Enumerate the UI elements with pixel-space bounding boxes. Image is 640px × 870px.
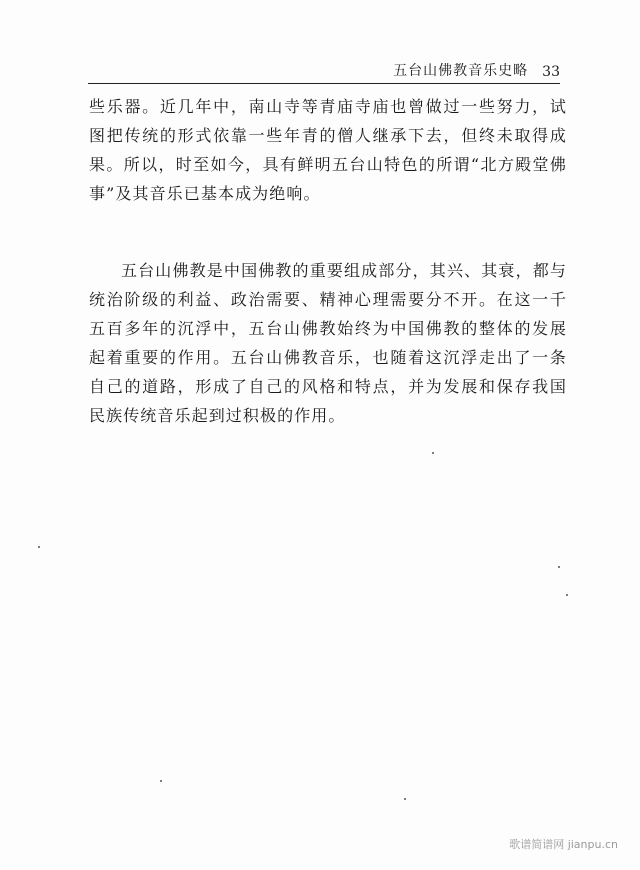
scan-speck	[38, 546, 40, 548]
watermark: 歌谱简谱网 jianpu.cn	[509, 838, 618, 851]
running-header	[88, 58, 560, 84]
scan-speck	[432, 452, 434, 454]
scan-speck	[558, 566, 560, 568]
paragraph-2: 五台山佛教是中国佛教的重要组成部分，其兴、其衰，都与统治阶级的利益、政治需要、精神心理需要分不开。在这一千五百多年的沉浮中，五台山佛教始终为中国佛教的整体的发展起着重要的作用。五台山佛教音乐，也随着这沉浮走出了一条自己的道路，形成了自己的风格和特点，并为发展和保存我国民族传统音乐起到过积极的作用。	[89, 261, 567, 425]
body-text	[89, 92, 567, 430]
paragraph-1: 些乐器。近几年中，南山寺等青庙寺庙也曾做过一些努力，试图把传统的形式依靠一些年青的僧人继承下去，但终未取得成果。所以，时至如今，具有鲜明五台山特色的所谓“北方殿堂佛事”及其音乐已基本成为绝响。	[89, 97, 567, 203]
header-title: 五台山佛教音乐史略	[393, 63, 529, 79]
scan-speck	[566, 594, 568, 596]
scan-speck	[160, 780, 162, 782]
scan-speck	[404, 798, 406, 800]
page-number: 33	[542, 64, 560, 80]
